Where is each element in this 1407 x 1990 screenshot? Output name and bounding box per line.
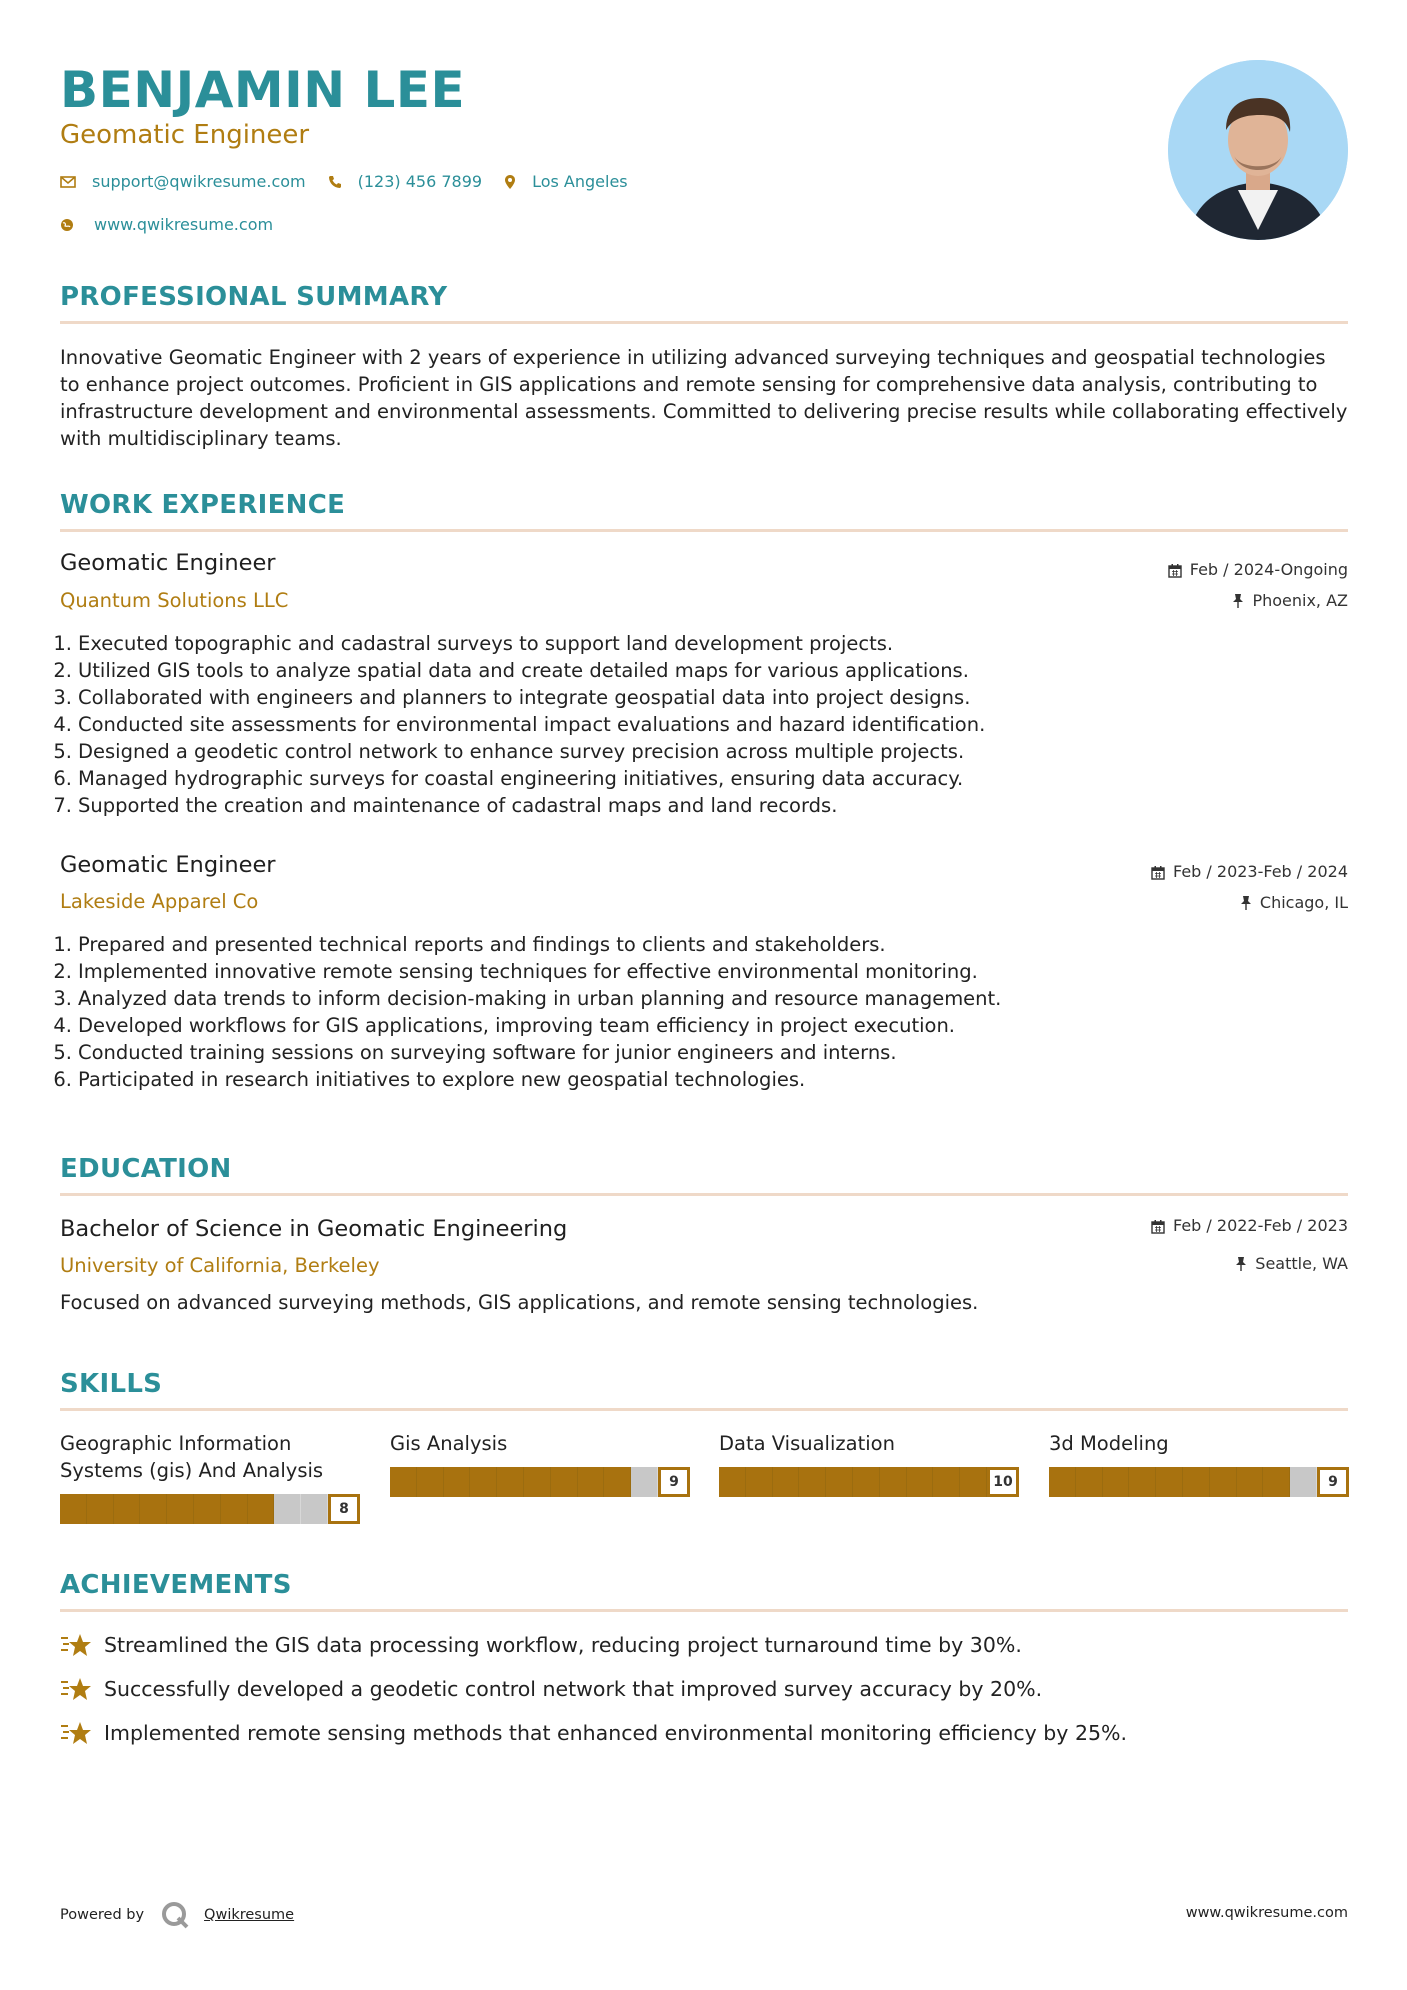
skill-bar-filled-segment xyxy=(907,1467,934,1497)
phone-contact[interactable] xyxy=(328,172,482,191)
skill-bar-filled-segment xyxy=(578,1467,605,1497)
star-award-icon xyxy=(60,1632,92,1658)
skill-bar-filled-segment xyxy=(221,1494,248,1524)
skill-bar-filled-segment xyxy=(167,1494,194,1524)
list-item-text: Utilized GIS tools to analyze spatial data and create detailed maps for various applications. xyxy=(78,659,969,682)
experience-heading: WORK EXPERIENCE xyxy=(60,490,346,520)
map-pin-icon xyxy=(504,174,516,190)
experience-divider xyxy=(60,529,1348,532)
skill-bar-track xyxy=(719,1467,987,1497)
skill-bar-track xyxy=(60,1494,328,1524)
degree-title: Bachelor of Science in Geomatic Engineering xyxy=(60,1216,568,1242)
skill-bar-filled-segment xyxy=(87,1494,114,1524)
education-divider xyxy=(60,1193,1348,1196)
profile-photo xyxy=(1168,60,1348,240)
skill-bar-filled-segment xyxy=(497,1467,524,1497)
skill-bar-filled-segment xyxy=(390,1467,417,1497)
skill-label: 3d Modeling xyxy=(1049,1432,1169,1455)
list-item: 3. Analyzed data trends to inform decision-making in urban planning and resource management. xyxy=(53,987,1002,1010)
list-item-text: Developed workflows for GIS applications, improving team efficiency in project execution. xyxy=(78,1014,955,1037)
qwikresume-logo-icon xyxy=(160,1900,190,1930)
list-item-text: Analyzed data trends to inform decision-making in urban planning and resource management. xyxy=(78,987,1002,1010)
achievement-text: Streamlined the GIS data processing workflow, reducing project turnaround time by 30%. xyxy=(104,1633,1022,1657)
company-name: Quantum Solutions LLC xyxy=(60,589,289,612)
list-item-text: Designed a geodetic control network to enhance survey precision across multiple projects. xyxy=(78,740,965,763)
job-location xyxy=(1240,892,1348,914)
email-text: support@qwikresume.com xyxy=(92,172,306,191)
skill-bar-track xyxy=(390,1467,658,1497)
list-item-text: Conducted training sessions on surveying software for junior engineers and interns. xyxy=(78,1041,897,1064)
achievement-item xyxy=(60,1632,1022,1658)
achievement-item xyxy=(60,1676,1042,1702)
skill-level-badge: 9 xyxy=(1317,1467,1349,1497)
skill-bar-filled-segment xyxy=(444,1467,471,1497)
location-text: Los Angeles xyxy=(532,172,628,191)
list-item: 7. Supported the creation and maintenance of cadastral maps and land records. xyxy=(53,794,838,817)
list-item-text: Prepared and presented technical reports and findings to clients and stakeholders. xyxy=(78,933,886,956)
skills-heading: SKILLS xyxy=(60,1369,163,1399)
skill-item xyxy=(1049,1430,1349,1526)
skill-bar-filled-segment xyxy=(826,1467,853,1497)
job-dates-text: Feb / 2024-Ongoing xyxy=(1189,560,1348,579)
skill-bar-filled-segment xyxy=(417,1467,444,1497)
list-item: 1. Prepared and presented technical reports and findings to clients and stakeholders. xyxy=(53,933,886,956)
job-dates xyxy=(1151,861,1348,883)
qwikresume-link[interactable]: Qwikresume xyxy=(204,1907,295,1923)
skill-level-bar xyxy=(390,1467,690,1497)
skill-bar-filled-segment xyxy=(746,1467,773,1497)
skill-bar-filled-segment xyxy=(1129,1467,1156,1497)
list-item: 5. Designed a geodetic control network to enhance survey precision across multiple projects. xyxy=(53,740,965,763)
list-item-text: Implemented innovative remote sensing techniques for effective environmental monitoring. xyxy=(78,960,978,983)
skill-bar-filled-segment xyxy=(60,1494,87,1524)
skill-label: Gis Analysis xyxy=(390,1432,508,1455)
education-dates xyxy=(1151,1215,1348,1237)
list-item: 2. Utilized GIS tools to analyze spatial data and create detailed maps for various applications. xyxy=(53,659,969,682)
skill-bar-filled-segment xyxy=(551,1467,578,1497)
list-item-text: Supported the creation and maintenance of cadastral maps and land records. xyxy=(78,794,838,817)
pushpin-icon xyxy=(1232,593,1244,609)
education-heading: EDUCATION xyxy=(60,1154,232,1184)
phone-icon xyxy=(328,175,342,189)
skill-bar-filled-segment xyxy=(933,1467,960,1497)
list-item-text: Executed topographic and cadastral surveys to support land development projects. xyxy=(78,632,894,655)
skill-bar-filled-segment xyxy=(1156,1467,1183,1497)
website-text: www.qwikresume.com xyxy=(94,215,274,234)
candidate-title: Geomatic Engineer xyxy=(60,120,310,150)
email-contact[interactable] xyxy=(60,172,306,191)
skill-bar-filled-segment xyxy=(799,1467,826,1497)
list-item-text: Participated in research initiatives to explore new geospatial technologies. xyxy=(78,1068,806,1091)
footer-powered-by xyxy=(60,1900,294,1930)
location-contact xyxy=(504,172,628,191)
summary-text: Innovative Geomatic Engineer with 2 years of experience in utilizing advanced surveying techniques and geospatial technologies to enhance project outcomes. Proficient in GIS applications and remote sensing for comprehensive data analysis, contributing to infrastructure development and environmental assessments. Committed to delivering precise results while collaborating effectively with multidisciplinary teams. xyxy=(60,346,1348,450)
skill-level-badge: 8 xyxy=(328,1494,360,1524)
list-item: 5. Conducted training sessions on surveying software for junior engineers and interns. xyxy=(53,1041,897,1064)
skill-bar-filled-segment xyxy=(1049,1467,1076,1497)
skill-bar-filled-segment xyxy=(1263,1467,1290,1497)
achievements-divider xyxy=(60,1609,1348,1612)
list-item: 2. Implemented innovative remote sensing techniques for effective environmental monitoring. xyxy=(53,960,978,983)
skill-level-bar xyxy=(1049,1467,1349,1497)
summary-divider xyxy=(60,321,1348,324)
skill-label: Data Visualization xyxy=(719,1432,895,1455)
calendar-icon xyxy=(1151,865,1165,880)
skill-bar-empty-segment xyxy=(274,1494,301,1524)
calendar-icon xyxy=(1168,563,1182,578)
envelope-icon xyxy=(60,175,76,189)
list-item: 1. Executed topographic and cadastral surveys to support land development projects. xyxy=(53,632,894,655)
list-item-text: Collaborated with engineers and planners to integrate geospatial data into project designs. xyxy=(78,686,971,709)
list-item: 4. Conducted site assessments for environmental impact evaluations and hazard identification. xyxy=(53,713,986,736)
star-award-icon xyxy=(60,1720,92,1746)
list-item: 4. Developed workflows for GIS applications, improving team efficiency in project execution. xyxy=(53,1014,955,1037)
skill-level-bar xyxy=(60,1494,360,1524)
skill-bar-filled-segment xyxy=(719,1467,746,1497)
skill-item xyxy=(60,1430,360,1526)
powered-by-text: Powered by xyxy=(60,1907,145,1923)
list-item: 3. Collaborated with engineers and planners to integrate geospatial data into project designs. xyxy=(53,686,971,709)
company-name: Lakeside Apparel Co xyxy=(60,890,259,913)
skill-bar-filled-segment xyxy=(960,1467,987,1497)
job-location-text: Chicago, IL xyxy=(1259,893,1348,912)
list-item-text: Conducted site assessments for environmental impact evaluations and hazard identification. xyxy=(78,713,986,736)
skill-bar-filled-segment xyxy=(470,1467,497,1497)
school-name: University of California, Berkeley xyxy=(60,1254,380,1277)
skill-bar-track xyxy=(1049,1467,1317,1497)
job-title: Geomatic Engineer xyxy=(60,852,276,878)
job-responsibilities xyxy=(50,630,1350,819)
job-responsibilities xyxy=(50,931,1350,1093)
job-dates-text: Feb / 2023-Feb / 2024 xyxy=(1173,862,1348,881)
education-location xyxy=(1235,1253,1348,1275)
skill-bar-filled-segment xyxy=(140,1494,167,1524)
list-item: 6. Participated in research initiatives to explore new geospatial technologies. xyxy=(53,1068,806,1091)
skill-item xyxy=(390,1430,690,1526)
contact-row xyxy=(60,172,650,191)
skill-bar-filled-segment xyxy=(773,1467,800,1497)
skill-level-badge: 10 xyxy=(987,1467,1019,1497)
footer-website[interactable]: www.qwikresume.com xyxy=(1185,1905,1348,1921)
achievement-item xyxy=(60,1720,1127,1746)
skill-level-bar xyxy=(719,1467,1019,1497)
skill-bar-filled-segment xyxy=(1076,1467,1103,1497)
phone-text: (123) 456 7899 xyxy=(357,172,483,191)
education-location-text: Seattle, WA xyxy=(1255,1254,1348,1273)
skill-label: Geographic Information Systems (gis) And Analysis xyxy=(60,1432,324,1482)
skill-bar-filled-segment xyxy=(194,1494,221,1524)
skill-bar-filled-segment xyxy=(524,1467,551,1497)
job-location-text: Phoenix, AZ xyxy=(1252,591,1348,610)
skills-divider xyxy=(60,1408,1348,1411)
achievement-text: Implemented remote sensing methods that enhanced environmental monitoring efficiency by 25%. xyxy=(104,1721,1128,1745)
summary-heading: PROFESSIONAL SUMMARY xyxy=(60,282,448,312)
skill-bar-filled-segment xyxy=(880,1467,907,1497)
job-dates xyxy=(1168,559,1348,581)
list-item: 6. Managed hydrographic surveys for coastal engineering initiatives, ensuring data accuracy. xyxy=(53,767,964,790)
skill-bar-filled-segment xyxy=(1183,1467,1210,1497)
skill-bar-filled-segment xyxy=(114,1494,141,1524)
website-contact[interactable] xyxy=(60,215,273,234)
achievements-heading: ACHIEVEMENTS xyxy=(60,1570,292,1600)
skill-bar-empty-segment xyxy=(631,1467,658,1497)
calendar-icon xyxy=(1151,1219,1165,1234)
achievement-text: Successfully developed a geodetic control network that improved survey accuracy by 20%. xyxy=(104,1677,1043,1701)
skill-bar-filled-segment xyxy=(248,1494,275,1524)
skill-bar-filled-segment xyxy=(1210,1467,1237,1497)
candidate-name: BENJAMIN LEE xyxy=(60,61,466,119)
skill-bar-filled-segment xyxy=(853,1467,880,1497)
skill-level-badge: 9 xyxy=(658,1467,690,1497)
pushpin-icon xyxy=(1240,895,1252,911)
pushpin-icon xyxy=(1235,1256,1247,1272)
globe-icon xyxy=(60,218,74,232)
skill-bar-filled-segment xyxy=(604,1467,631,1497)
star-award-icon xyxy=(60,1676,92,1702)
skill-item xyxy=(719,1430,1019,1526)
job-title: Geomatic Engineer xyxy=(60,550,276,576)
job-location xyxy=(1232,590,1348,612)
skill-bar-filled-segment xyxy=(1237,1467,1264,1497)
list-item-text: Managed hydrographic surveys for coastal engineering initiatives, ensuring data accuracy. xyxy=(78,767,964,790)
skill-bar-empty-segment xyxy=(1290,1467,1317,1497)
education-dates-text: Feb / 2022-Feb / 2023 xyxy=(1173,1216,1348,1235)
education-description: Focused on advanced surveying methods, GIS applications, and remote sensing technologies. xyxy=(60,1291,979,1314)
skill-bar-empty-segment xyxy=(301,1494,328,1524)
skill-bar-filled-segment xyxy=(1103,1467,1130,1497)
